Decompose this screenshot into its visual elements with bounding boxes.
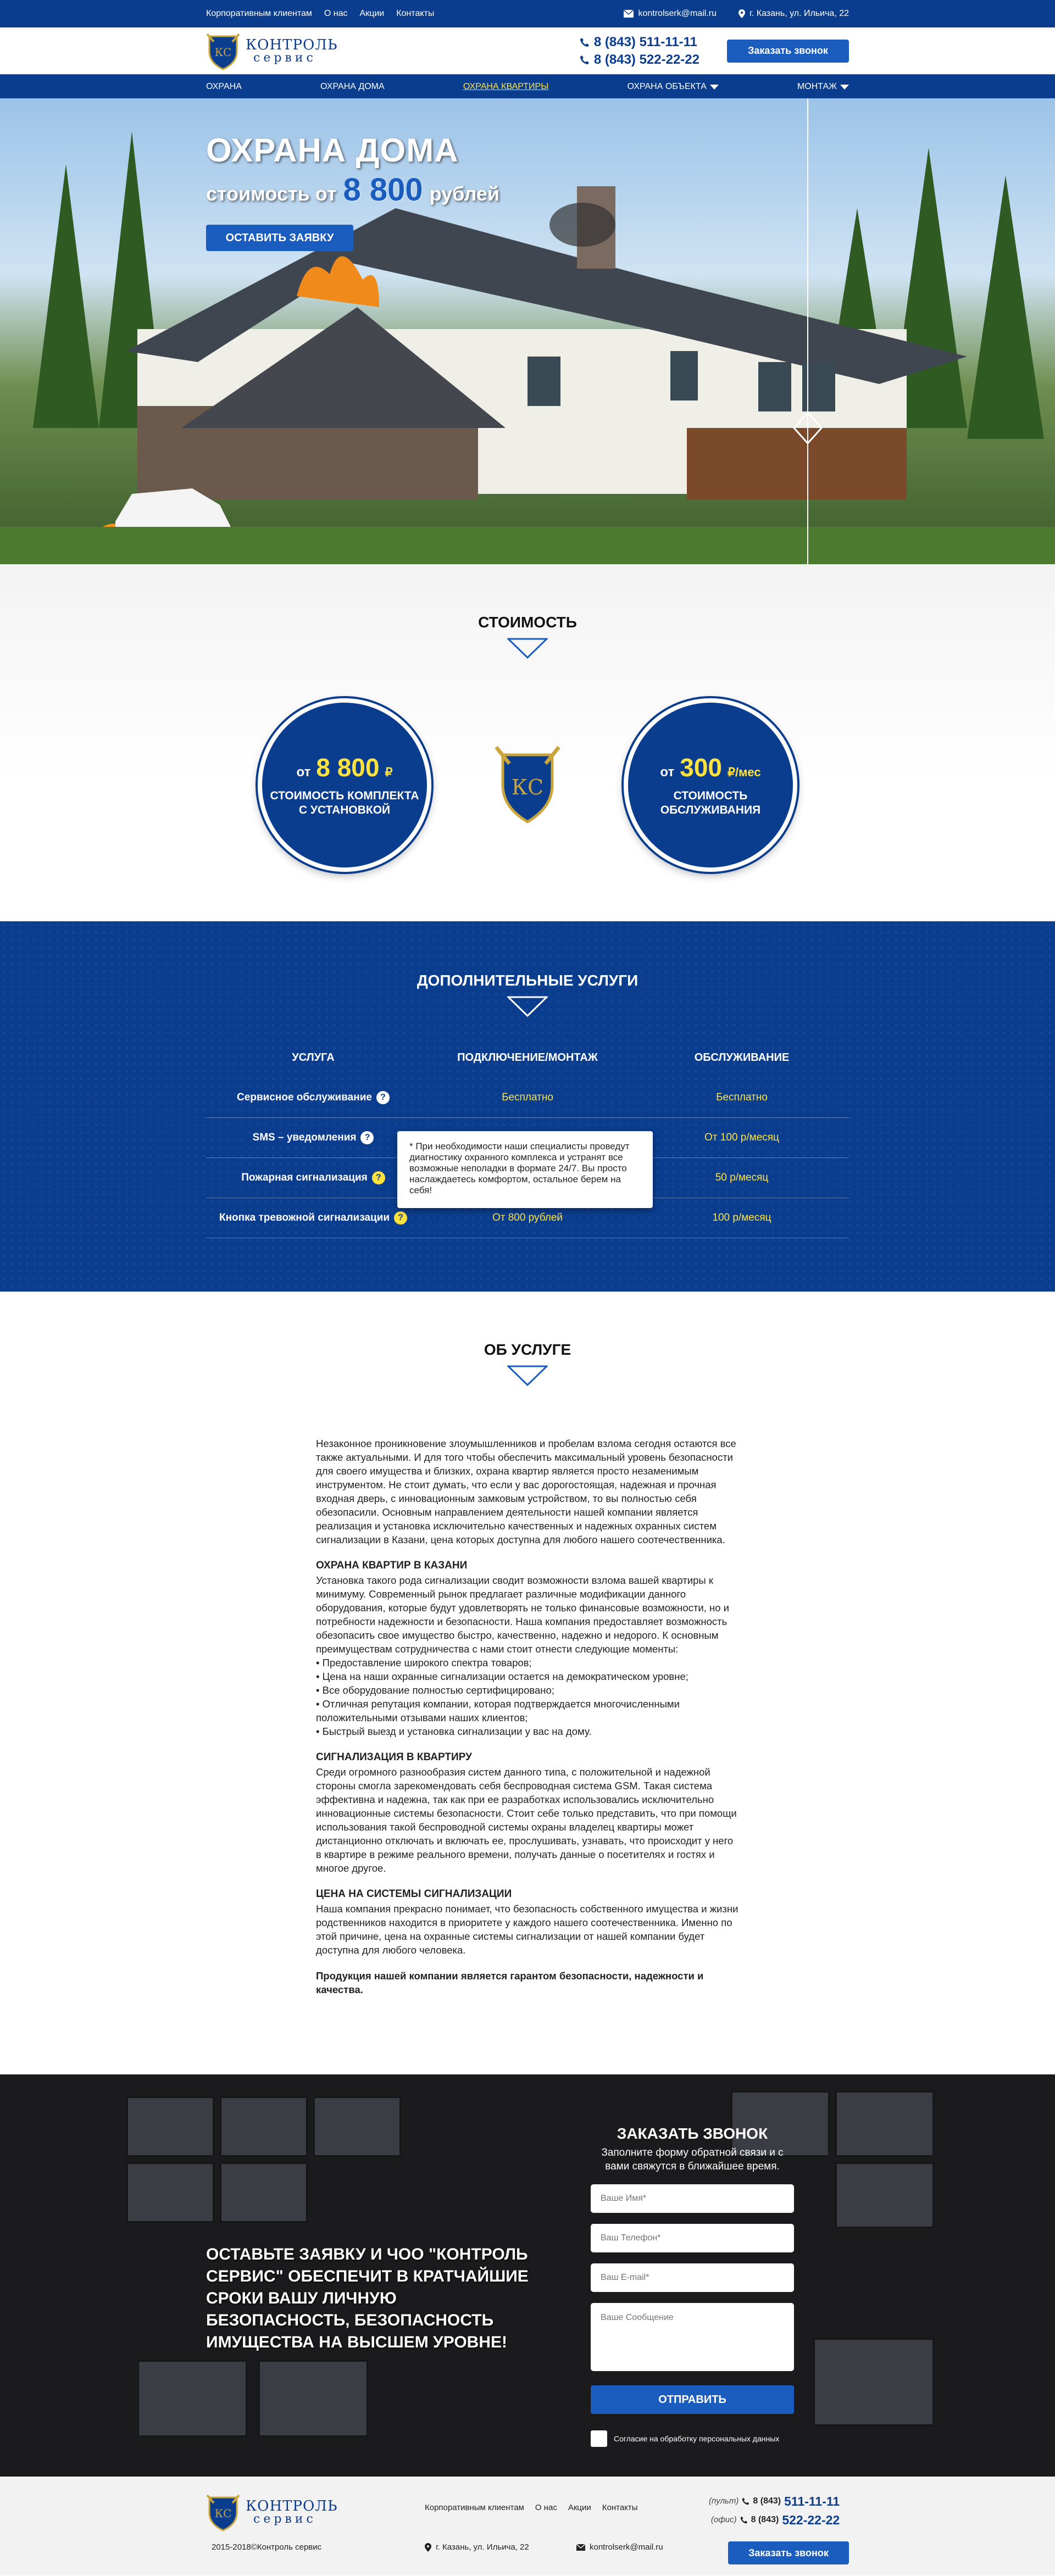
about-heading-1: ОХРАНА КВАРТИР В КАЗАНИ	[316, 1560, 468, 1571]
footer-phone-2[interactable]	[709, 2511, 840, 2529]
service-install: От 800 рублей	[492, 1212, 563, 1223]
cost-from: от	[660, 765, 675, 780]
header-install: ПОДКЛЮЧЕНИЕ/МОНТАЖ	[457, 1051, 598, 1064]
footer-phones	[709, 2492, 840, 2529]
cost-circle-installation	[258, 698, 431, 872]
footer-link-corporate[interactable]: Корпоративным клиентам	[425, 2503, 524, 2512]
header	[0, 27, 1055, 74]
nav-label: ОХРАНА ДОМА	[320, 82, 385, 91]
phone-number: 511-11-11	[784, 2494, 840, 2508]
name-input[interactable]	[591, 2184, 794, 2213]
top-links	[206, 9, 434, 19]
cost-circles	[0, 698, 1055, 872]
nav-label: МОНТАЖ	[797, 82, 837, 91]
agree-checkbox[interactable]	[591, 2430, 607, 2447]
about-final: Продукция нашей компании является гарантом безопасности, надежности и качества.	[316, 1970, 704, 1995]
phone-2-text: 8 (843) 522-22-22	[593, 52, 699, 67]
hero-price-value: 8 800	[343, 172, 423, 208]
mail-icon	[576, 2544, 585, 2551]
phone-number: 522-22-22	[782, 2513, 840, 2527]
service-name: SMS – уведомления	[252, 1132, 357, 1143]
phone-icon	[740, 2516, 748, 2524]
nav-label: ОХРАНА КВАРТИРЫ	[463, 82, 549, 91]
footer-email-text: kontrolserk@mail.ru	[590, 2542, 663, 2552]
header-phones	[580, 34, 849, 69]
hero-price-suffix: рублей	[429, 182, 500, 205]
service-tooltip: * При необходимости наши специалисты проведут диагностику охранного комплекса и устранят все возможные неполадки в формате 24/7. Вы просто наслаждаетесь комфортом, остальное берем на себя!	[397, 1131, 653, 1208]
about-intro: Незаконное проникновение злоумышленников и пробелам взлома сегодня остаются все также актуальными. И для того чтобы обеспечить максимальный уровень безопасности для своего имущества и близких, охрана квартир является просто незаменимым инструментом. Не стоит думать, что если у вас дорогостоящая, надежная и прочная входная дверь, с инновационным замковым устройством, то вы полностью себя обезопасили. Основным направлением деятельности нашей компании является реализация и установка исключительно качественных и надежных охранных систем сигнализации в Казани, цена которых доступна для любого нашего соотечественника.	[316, 1438, 736, 1545]
about-heading-2: СИГНАЛИЗАЦИЯ В КВАРТИРУ	[316, 1751, 472, 1763]
email-input[interactable]	[591, 2263, 794, 2292]
nav-item-object[interactable]	[628, 82, 719, 92]
about-text	[316, 1437, 739, 1996]
logo[interactable]	[206, 32, 337, 70]
footer-links	[425, 2503, 638, 2512]
phone-label: (пульт)	[709, 2496, 739, 2506]
submit-button[interactable]: ОТПРАВИТЬ	[591, 2385, 794, 2414]
top-bar	[0, 0, 1055, 27]
cost-desc-line1: СТОИМОСТЬ КОМПЛЕКТА	[270, 789, 419, 802]
cost-unit: ₽	[385, 765, 393, 779]
mail-icon	[624, 10, 634, 18]
about-heading-3: ЦЕНА НА СИСТЕМЫ СИГНАЛИЗАЦИИ	[316, 1888, 512, 1900]
phone-icon	[580, 55, 590, 65]
emblem-text: КС	[511, 775, 544, 799]
form-subtitle: Заполните форму обратной связи и с вами свяжутся в ближайшее время.	[601, 2147, 784, 2172]
service-maintenance: 100 р/месяц	[712, 1212, 771, 1223]
header-service: УСЛУГА	[292, 1051, 335, 1064]
location-pin-icon	[425, 2543, 431, 2552]
logo-line1: КОНТРОЛЬ	[246, 36, 338, 53]
cost-title: СТОИМОСТЬ	[478, 614, 577, 631]
footer-address-text: г. Казань, ул. Ильича, 22	[436, 2542, 529, 2552]
about-bullet: • Предоставление широкого спектра товаров;	[316, 1657, 532, 1668]
top-email[interactable]	[624, 9, 717, 19]
about-title: ОБ УСЛУГЕ	[484, 1341, 571, 1358]
header-call-button[interactable]: Заказать звонок	[727, 40, 849, 63]
about-bullet: • Все оборудование полностью сертифицировано;	[316, 1684, 554, 1696]
service-name: Сервисное обслуживание	[237, 1092, 372, 1103]
callback-section	[0, 2074, 1055, 2477]
about-paragraph-3: Наша компания прекрасно понимает, что безопасность собственного имущества и жизни родственников находится в приоритете у каждого нашего соотечественника. Именно по этой причине, цена на охранные системы сигнализации от нашей компании будет доступна для любого человека.	[316, 1903, 738, 1956]
service-install: Бесплатно	[502, 1092, 553, 1103]
question-icon[interactable]: ?	[376, 1091, 390, 1104]
cost-section	[0, 564, 1055, 921]
shield-logo-icon	[206, 2493, 240, 2532]
footer-logo[interactable]	[206, 2493, 337, 2532]
top-contacts	[624, 9, 849, 19]
logo-emblem-text: КС	[214, 45, 232, 59]
callback-slogan: ОСТАВЬТЕ ЗАЯВКУ И ЧОО "КОНТРОЛЬ СЕРВИС" ОБЕСПЕЧИТ В КРАТЧАЙШИЕ СРОКИ ВАШУ ЛИЧНУЮ БЕЗОПАСНОСТЬ, БЕЗОПАСНОСТЬ ИМУЩЕСТВА НА ВЫСШЕМ УРОВНЕ!	[206, 2245, 529, 2351]
top-address-text: г. Казань, ул. Ильича, 22	[749, 9, 849, 18]
service-name: Кнопка тревожной сигнализации	[219, 1212, 390, 1223]
question-icon[interactable]: ?	[360, 1131, 374, 1144]
hero-banner	[0, 98, 1055, 564]
copyright: 2015-2018©Контроль сервис	[212, 2542, 322, 2552]
phone-label: (офис)	[710, 2515, 737, 2524]
nav-label: ОХРАНА ОБЪЕКТА	[627, 82, 707, 91]
agree-label: Согласие на обработку персональных данных	[614, 2434, 780, 2443]
shield-logo-icon	[206, 32, 240, 70]
cost-desc-line1: СТОИМОСТЬ	[673, 789, 748, 802]
top-email-text: kontrolserk@mail.ru	[638, 9, 717, 18]
logo-line2: сервис	[253, 2512, 316, 2526]
footer-call-button[interactable]: Заказать звонок	[728, 2541, 849, 2564]
phone-prefix: 8 (843)	[753, 2496, 781, 2506]
footer-link-about[interactable]: О нас	[535, 2503, 557, 2512]
about-bullet: • Быстрый выезд и установка сигнализации у вас на дому.	[316, 1726, 592, 1737]
hero-content	[206, 131, 499, 251]
logo-line1: КОНТРОЛЬ	[246, 2498, 338, 2514]
hero-order-button[interactable]: ОСТАВИТЬ ЗАЯВКУ	[206, 225, 353, 251]
footer-link-promo[interactable]: Акции	[568, 2503, 591, 2512]
footer-email[interactable]	[576, 2542, 663, 2552]
footer-phone-1[interactable]	[709, 2492, 840, 2511]
nav-label: ОХРАНА	[206, 82, 242, 91]
phone-prefix: 8 (843)	[751, 2515, 779, 2524]
about-section	[0, 1292, 1055, 2074]
logo-text	[246, 2499, 337, 2525]
chevron-down-icon	[507, 1365, 548, 1387]
top-link-contacts[interactable]: Контакты	[396, 9, 435, 18]
hero-title: ОХРАНА ДОМА	[206, 132, 459, 169]
emblem-logo-icon	[492, 744, 563, 826]
nav-item-security[interactable]	[206, 82, 242, 92]
agree-row	[591, 2430, 794, 2447]
about-bullet: • Отличная репутация компании, которая подтверждается многочисленными положительными отзывами наших клиентов;	[316, 1698, 680, 1723]
service-maintenance: От 100 р/месяц	[704, 1132, 779, 1143]
service-maintenance: Бесплатно	[716, 1092, 768, 1103]
callback-form	[591, 2125, 794, 2447]
about-paragraph-2: Среди огромного разнообразия систем данного типа, с положительной и надежной стороны смогла зарекомендовать себя беспроводная система GSM. Такая система эффективна и надежна, так как при ее разработках использовались исключительно инновационные системы безопасности. Стоит себе только представить, что при помощи использования такой беспроводной системы охраны владелец квартиры может дистанционно отключать и включать ее, прослушивать, узнавать, что происходит у него в квартире в режиме реального времени, получать данные о посетителях и гостях и многое другое.	[316, 1766, 737, 1874]
question-icon[interactable]: ?	[394, 1211, 407, 1225]
logo-text	[246, 38, 337, 64]
additional-services-section	[0, 921, 1055, 1292]
table-header	[206, 1038, 849, 1078]
footer-address	[425, 2542, 529, 2552]
phone-icon	[742, 2497, 749, 2505]
phone-icon	[580, 37, 590, 47]
cost-value: 8 800	[316, 753, 380, 782]
phone-1[interactable]	[580, 34, 699, 51]
logo-emblem-text: КС	[214, 2507, 232, 2520]
cost-unit: ₽/мес	[728, 765, 761, 779]
cost-from: от	[296, 765, 311, 780]
top-address	[738, 9, 849, 19]
nav-item-apartment[interactable]	[463, 82, 549, 92]
nav-item-installation[interactable]	[797, 82, 849, 92]
about-bullet: • Цена на наши охранные сигнализации остается на демократическом уровне;	[316, 1671, 688, 1682]
service-name: Пожарная сигнализация	[241, 1172, 368, 1183]
hero-price-prefix: стоимость от	[206, 182, 337, 205]
nav-item-house[interactable]	[320, 82, 385, 92]
cost-desc-line2: ОБСЛУЖИВАНИЯ	[660, 804, 761, 816]
footer	[0, 2477, 1055, 2575]
phone-input[interactable]	[591, 2224, 794, 2252]
table-row	[206, 1078, 849, 1118]
service-maintenance: 50 р/месяц	[715, 1172, 769, 1183]
cost-desc-line2: С УСТАНОВКОЙ	[298, 804, 391, 816]
logo-line2: сервис	[253, 51, 316, 65]
phone-1-text: 8 (843) 511-11-11	[593, 34, 698, 49]
chevron-down-icon	[507, 996, 548, 1018]
question-icon[interactable]: ?	[372, 1171, 385, 1184]
form-title: ЗАКАЗАТЬ ЗВОНОК	[617, 2125, 768, 2142]
chevron-down-icon	[710, 85, 719, 90]
location-pin-icon	[738, 9, 745, 18]
about-paragraph-1: Установка такого рода сигнализации сводит возможности взлома вашей квартиры к минимуму. Современный рынок предлагает различные модификации данного оборудования, которые будут удовлетворять не только финансовые возможности, но и потребности надежности и безопасности. Наша компания предоставляет возможность обезопасить свое имущество быстро, качественно, надежно и недорого. К основным преимуществам сотрудничества с нами стоит отнести следующие моменты:	[316, 1574, 730, 1655]
top-link-about[interactable]: О нас	[324, 9, 348, 18]
top-link-corporate[interactable]: Корпоративным клиентам	[206, 9, 312, 18]
header-maintenance: ОБСЛУЖИВАНИЕ	[694, 1051, 790, 1064]
chevron-down-icon	[507, 638, 548, 660]
chevron-down-icon	[840, 85, 849, 90]
main-nav	[0, 74, 1055, 98]
services-title: ДОПОЛНИТЕЛЬНЫЕ УСЛУГИ	[417, 972, 638, 989]
cost-value: 300	[680, 753, 722, 782]
top-link-promo[interactable]: Акции	[359, 9, 385, 18]
phone-2[interactable]	[580, 51, 699, 69]
cost-circle-service	[624, 698, 797, 872]
hero-price	[206, 171, 499, 208]
message-input[interactable]	[591, 2303, 794, 2371]
house-scene-illustration	[0, 98, 1055, 564]
footer-link-contacts[interactable]: Контакты	[602, 2503, 638, 2512]
